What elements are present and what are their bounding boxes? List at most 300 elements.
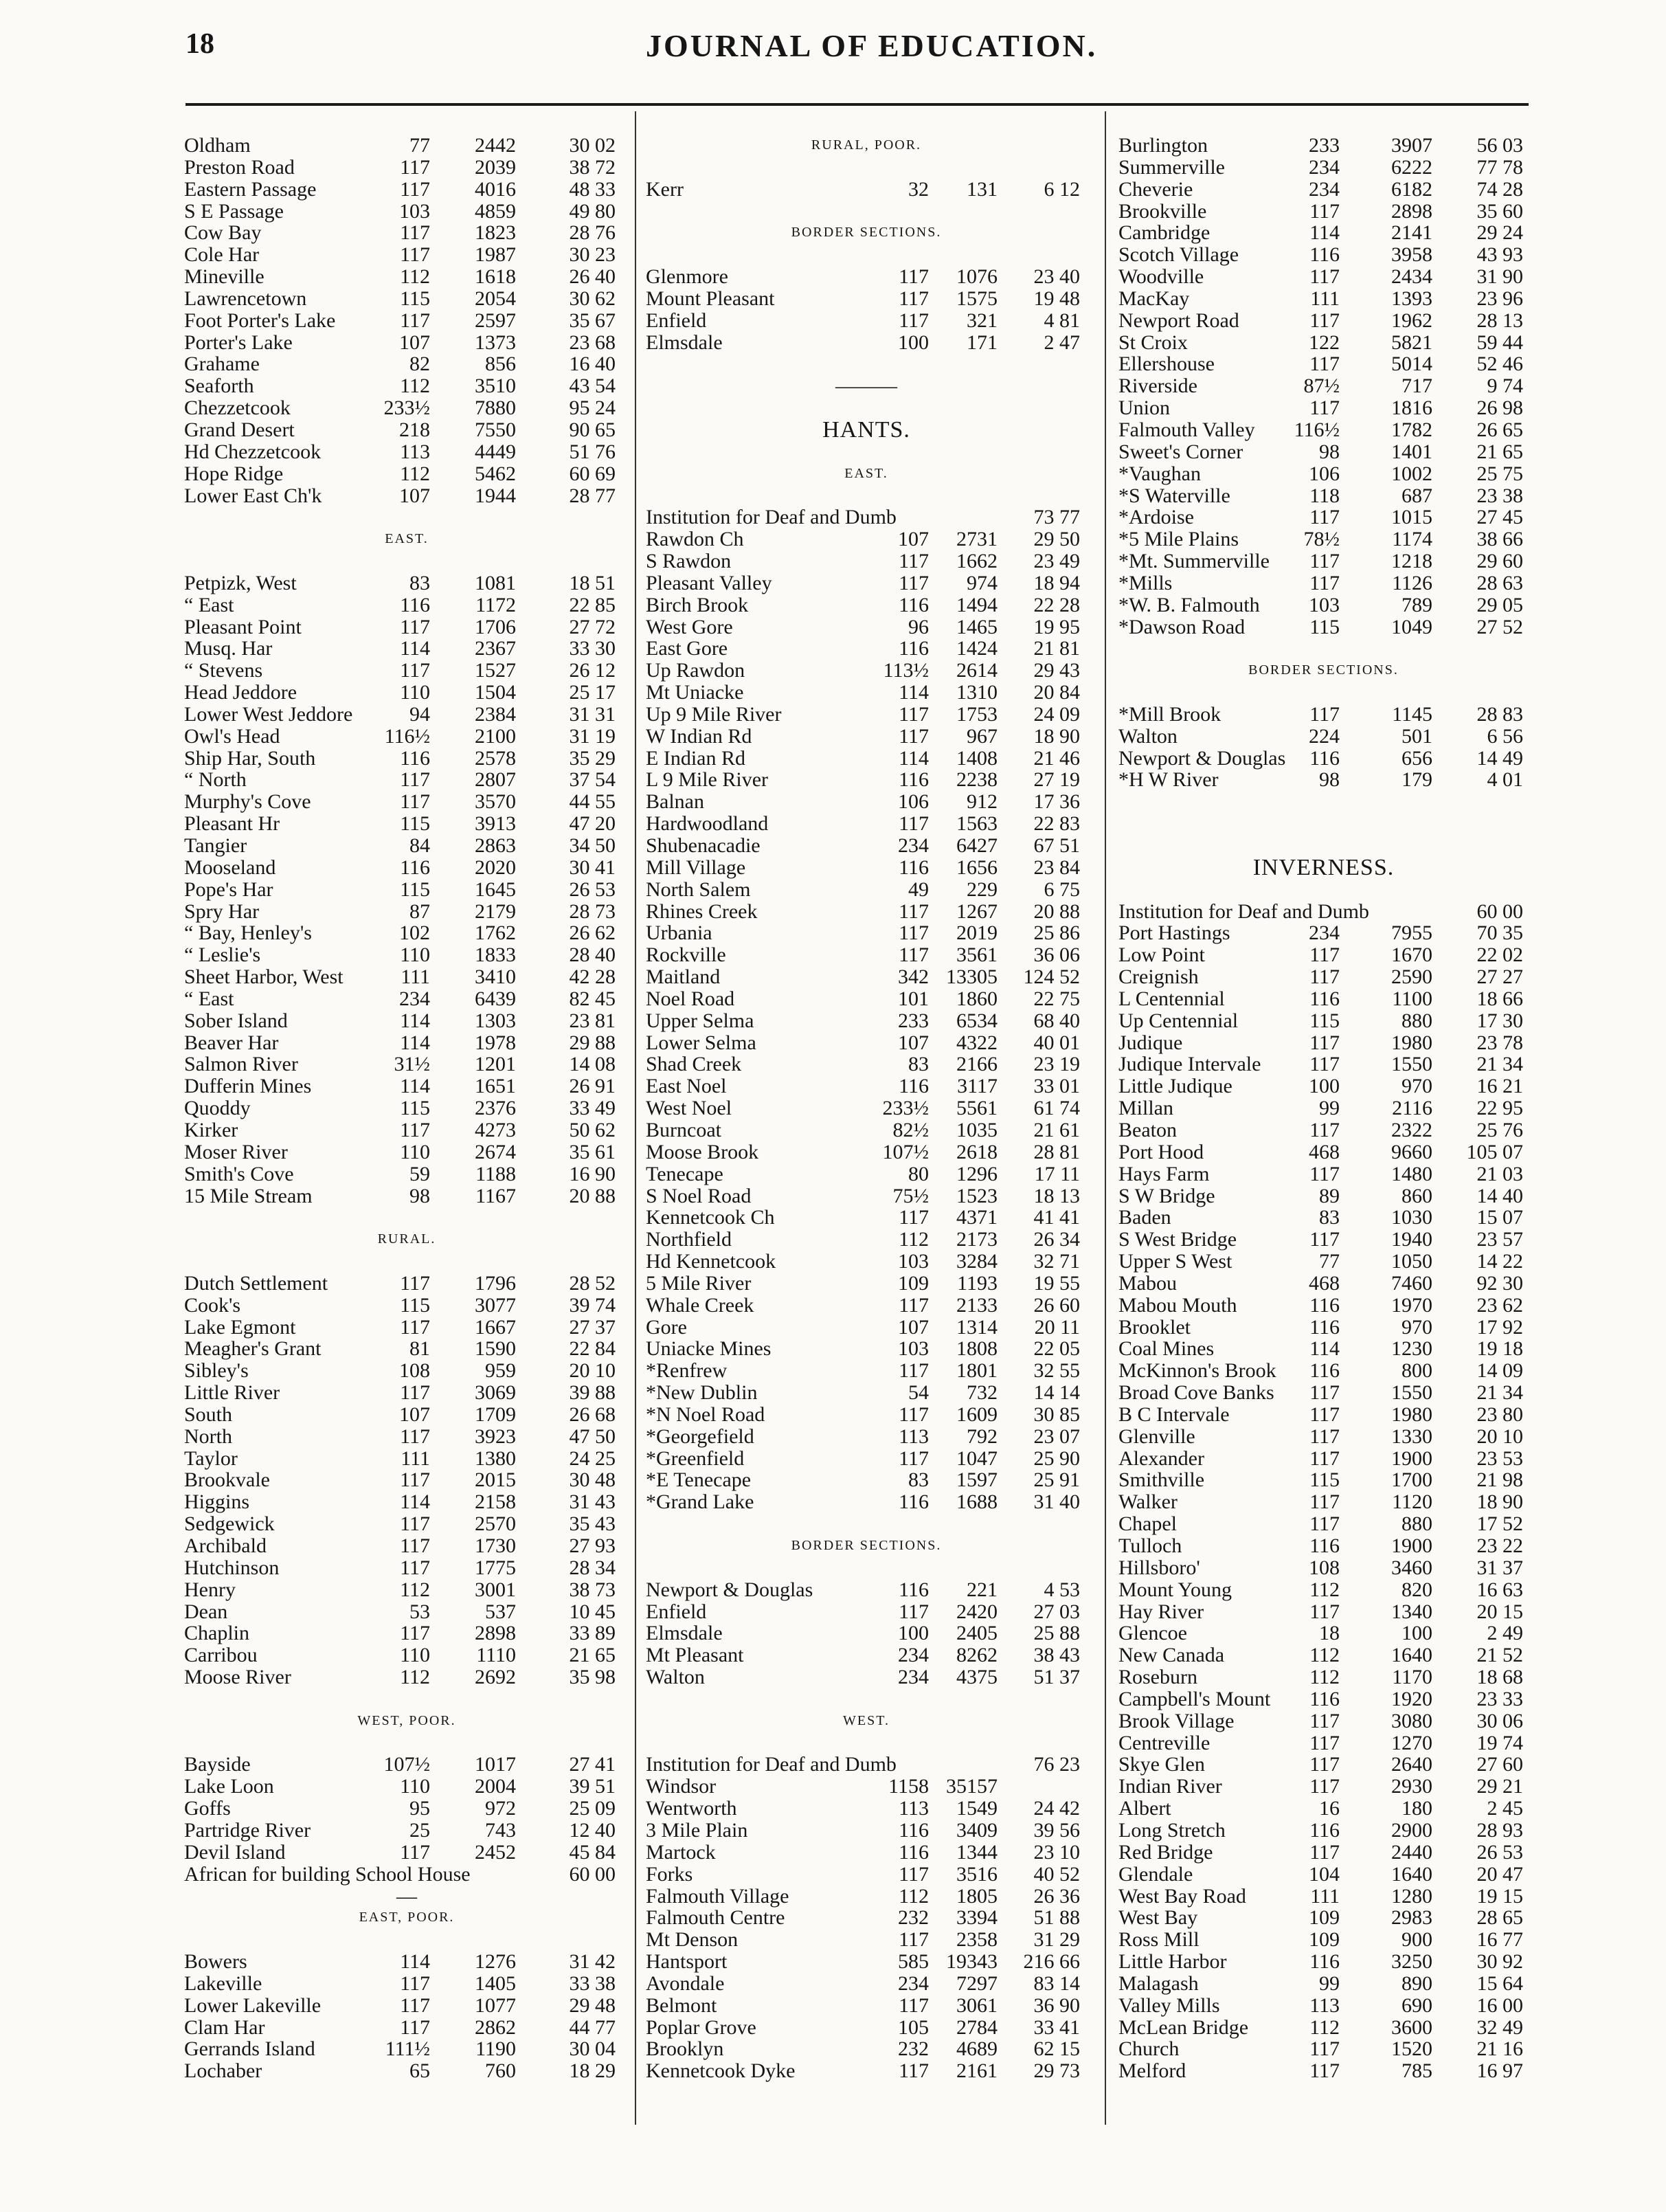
amount-cell: 41 41: [1033, 1206, 1080, 1229]
attendance-cell: 1076: [956, 265, 998, 289]
pupils-cell: 234: [898, 1666, 929, 1689]
amount-cell: 31 37: [1476, 1556, 1523, 1579]
school-section-name: Cole Har: [184, 243, 260, 267]
pupils-cell: 116: [1309, 746, 1340, 770]
pupils-cell: 114: [400, 637, 430, 660]
pupils-cell: 116: [1309, 1687, 1340, 1710]
table-row: [184, 1820, 629, 1842]
attendance-cell: 860: [1402, 1184, 1432, 1207]
amount-cell: 23 80: [1476, 1403, 1523, 1426]
attendance-cell: 1270: [1391, 1731, 1432, 1754]
table-column-1: [184, 135, 629, 2082]
attendance-cell: 3923: [475, 1425, 516, 1448]
table-row: [184, 1426, 629, 1448]
amount-cell: 39 51: [569, 1775, 616, 1798]
school-section-name: Little River: [184, 1381, 280, 1405]
section-heading: BORDER SECTIONS.: [791, 225, 942, 241]
school-section-name: Falmouth Village: [646, 1884, 789, 1908]
table-row: [1118, 1951, 1529, 1973]
amount-cell: 23 19: [1033, 1053, 1080, 1076]
school-section-name: Mount Pleasant: [646, 287, 775, 310]
amount-cell: 17 52: [1476, 1512, 1523, 1536]
school-section-name: Rockville: [646, 943, 726, 967]
school-section-name: Rawdon Ch: [646, 528, 744, 551]
school-section-name: Bayside: [184, 1753, 251, 1776]
table-row: [1118, 901, 1529, 923]
attendance-cell: 35157: [946, 1775, 998, 1798]
table-row: [184, 1032, 629, 1054]
table-row: [1118, 988, 1529, 1010]
pupils-cell: 109: [898, 1271, 929, 1295]
school-section-name: Little Judique: [1118, 1075, 1232, 1098]
school-section-name: Cheverie: [1118, 177, 1193, 201]
attendance-cell: 970: [1402, 1315, 1432, 1339]
table-row: [1118, 1644, 1529, 1666]
school-section-name: Uniacke Mines: [646, 1337, 772, 1361]
table-row: [184, 244, 629, 266]
school-section-name: Chapel: [1118, 1512, 1177, 1536]
table-row: [646, 1448, 1087, 1470]
table-row: [1118, 332, 1529, 354]
amount-cell: 30 85: [1033, 1403, 1080, 1426]
amount-cell: 44 55: [569, 790, 616, 814]
school-section-name: MacKay: [1118, 287, 1190, 310]
table-row: [184, 922, 629, 944]
amount-cell: 23 22: [1476, 1534, 1523, 1557]
attendance-cell: 3061: [956, 1993, 998, 2017]
spacer: [1118, 879, 1529, 901]
attendance-cell: 970: [1402, 1075, 1432, 1098]
section-heading: EAST, POOR.: [359, 1910, 455, 1925]
pupils-cell: 117: [1309, 1600, 1340, 1623]
amount-cell: 27 27: [1476, 965, 1523, 989]
table-row: [646, 266, 1087, 288]
amount-cell: 31 42: [569, 1950, 616, 1974]
school-section-name: Brookvale: [184, 1468, 270, 1492]
attendance-cell: 1597: [956, 1468, 998, 1492]
school-section-name: Lower Selma: [646, 1031, 756, 1054]
amount-cell: 31 31: [569, 702, 616, 726]
pupils-cell: 117: [1309, 943, 1340, 967]
school-section-name: Walton: [646, 1666, 705, 1689]
attendance-cell: 1987: [475, 243, 516, 267]
amount-cell: 17 11: [1034, 1162, 1080, 1185]
amount-cell: 47 20: [569, 812, 616, 836]
table-row: [1118, 1710, 1529, 1732]
table-row: [1118, 419, 1529, 441]
amount-cell: 216 66: [1023, 1950, 1080, 1974]
school-section-name: Kennetcook Dyke: [646, 2059, 796, 2083]
amount-cell: 95 24: [569, 396, 616, 420]
amount-cell: 35 67: [569, 309, 616, 332]
attendance-cell: 100: [1402, 1622, 1432, 1645]
table-row: [184, 397, 629, 419]
attendance-cell: 1494: [956, 593, 998, 616]
school-section-name: Church: [1118, 2037, 1180, 2061]
school-section-name: *W. B. Falmouth: [1118, 593, 1260, 616]
table-row: [1118, 1119, 1529, 1141]
amount-cell: 6 12: [1044, 177, 1080, 201]
amount-cell: 24 25: [569, 1446, 616, 1470]
attendance-cell: 2376: [475, 1097, 516, 1120]
pupils-cell: 115: [400, 287, 430, 310]
table-row: [646, 1644, 1087, 1666]
pupils-cell: 218: [399, 418, 430, 441]
table-row: [1118, 1995, 1529, 2017]
school-section-name: Henry: [184, 1578, 236, 1601]
table-row: [646, 813, 1087, 835]
pupils-cell: 116½: [1294, 418, 1340, 441]
table-row: [646, 1119, 1087, 1141]
school-section-name: Ship Har, South: [184, 746, 316, 770]
amount-cell: 49 80: [569, 199, 616, 223]
pupils-cell: 82½: [892, 1118, 929, 1141]
pupils-cell: 117: [1309, 965, 1340, 989]
attendance-cell: 1393: [1391, 287, 1432, 310]
table-row: [184, 857, 629, 879]
attendance-cell: 6534: [956, 1009, 998, 1032]
school-section-name: Forks: [646, 1862, 693, 1886]
pupils-cell: 89: [1319, 1184, 1340, 1207]
table-row: [184, 1644, 629, 1666]
attendance-cell: 732: [967, 1381, 998, 1405]
attendance-cell: 3410: [475, 965, 516, 989]
table-row: [184, 441, 629, 463]
attendance-cell: 1706: [475, 615, 516, 638]
attendance-cell: 19343: [946, 1950, 998, 1974]
table-row: [1118, 1513, 1529, 1535]
header-rule: [185, 103, 1529, 106]
attendance-cell: 537: [485, 1600, 516, 1623]
attendance-cell: 1640: [1391, 1862, 1432, 1886]
attendance-cell: 2039: [475, 155, 516, 179]
pupils-cell: 106: [1309, 462, 1340, 485]
pupils-cell: 110: [400, 681, 430, 704]
amount-cell: 74 28: [1476, 177, 1523, 201]
school-section-name: *Georgefield: [646, 1425, 754, 1448]
pupils-cell: 104: [1309, 1862, 1340, 1886]
separator-rule: ———: [835, 375, 897, 398]
table-row: [646, 988, 1087, 1010]
school-section-name: *E Tenecape: [646, 1468, 752, 1492]
school-section-name: Dean: [184, 1600, 228, 1623]
amount-cell: 35 98: [569, 1666, 616, 1689]
amount-cell: 17 36: [1033, 790, 1080, 814]
school-section-name: Institution for Deaf and Dumb: [646, 506, 897, 529]
table-row: [1118, 463, 1529, 485]
attendance-cell: 1267: [956, 900, 998, 923]
amount-cell: 23 40: [1033, 265, 1080, 289]
amount-cell: 29 50: [1033, 528, 1080, 551]
amount-cell: 16 00: [1476, 1993, 1523, 2017]
amount-cell: 28 81: [1033, 1140, 1080, 1163]
attendance-cell: 1900: [1391, 1534, 1432, 1557]
pupils-cell: 585: [898, 1950, 929, 1974]
table-row: [184, 1776, 629, 1798]
table-row: [646, 1798, 1087, 1820]
pupils-cell: 117: [1309, 1490, 1340, 1514]
amount-cell: 22 05: [1033, 1337, 1080, 1361]
school-section-name: Long Stretch: [1118, 1818, 1226, 1842]
pupils-cell: 117: [1309, 1162, 1340, 1185]
amount-cell: 17 30: [1476, 1009, 1523, 1032]
amount-cell: 32 71: [1033, 1250, 1080, 1273]
school-section-name: Ross Mill: [1118, 1928, 1200, 1952]
table-row: [1118, 1273, 1529, 1295]
attendance-cell: 1017: [475, 1753, 516, 1776]
spacer: [184, 1929, 629, 1951]
pupils-cell: 234: [898, 1644, 929, 1667]
attendance-cell: 1035: [956, 1118, 998, 1141]
amount-cell: 30 92: [1476, 1950, 1523, 1974]
amount-cell: 29 88: [569, 1031, 616, 1054]
school-section-name: Upper Selma: [646, 1009, 754, 1032]
school-section-name: Kennetcook Ch: [646, 1206, 775, 1229]
table-row: [1118, 1557, 1529, 1579]
pupils-cell: 116: [1309, 987, 1340, 1010]
pupils-cell: 117: [400, 177, 430, 201]
table-column-2: [646, 135, 1087, 2082]
school-section-name: Sedgewick: [184, 1512, 275, 1536]
school-section-name: Smithville: [1118, 1468, 1205, 1492]
table-row: [184, 616, 629, 638]
amount-cell: 25 17: [569, 681, 616, 704]
pupils-cell: 114: [400, 1009, 430, 1032]
amount-cell: 27 52: [1476, 615, 1523, 638]
attendance-cell: 880: [1402, 1009, 1432, 1032]
table-row: [1118, 179, 1529, 201]
amount-cell: 60 69: [569, 462, 616, 485]
table-row: [646, 2017, 1087, 2039]
amount-cell: 21 34: [1476, 1381, 1523, 1405]
amount-cell: 38 72: [569, 155, 616, 179]
amount-cell: 77 78: [1476, 155, 1523, 179]
attendance-cell: 1310: [956, 681, 998, 704]
amount-cell: 70 35: [1476, 921, 1523, 945]
table-row: [184, 1338, 629, 1360]
pupils-cell: 117: [899, 943, 929, 967]
pupils-cell: 54: [908, 1381, 929, 1405]
school-section-name: Shad Creek: [646, 1053, 742, 1076]
school-section-name: Moose Brook: [646, 1140, 759, 1163]
table-row: [184, 463, 629, 485]
table-row: [646, 1404, 1087, 1426]
pupils-cell: 115: [1309, 615, 1340, 638]
table-row: [1118, 1382, 1529, 1404]
pupils-cell: 111: [1310, 1884, 1340, 1908]
table-row: [646, 857, 1087, 879]
amount-cell: 16 77: [1476, 1928, 1523, 1952]
school-section-name: West Bay: [1118, 1906, 1198, 1930]
table-row: [646, 1317, 1087, 1339]
table-row: [184, 944, 629, 966]
attendance-cell: 1081: [475, 571, 516, 594]
table-row: [184, 353, 629, 375]
table-row: [184, 1185, 629, 1207]
pupils-cell: 75½: [892, 1184, 929, 1207]
amount-cell: 22 02: [1476, 943, 1523, 967]
attendance-cell: 1126: [1392, 571, 1432, 594]
table-row: [184, 638, 629, 660]
pupils-cell: 112: [1309, 1578, 1340, 1601]
school-section-name: New Canada: [1118, 1644, 1225, 1667]
amount-cell: 2 49: [1487, 1622, 1523, 1645]
attendance-cell: 2166: [956, 1053, 998, 1076]
pupils-cell: 116: [1309, 1818, 1340, 1842]
pupils-cell: 112: [400, 462, 430, 485]
table-row: [1118, 1163, 1529, 1185]
pupils-cell: 117: [1309, 1512, 1340, 1536]
table-row: [646, 1382, 1087, 1404]
attendance-cell: 2597: [475, 309, 516, 332]
amount-cell: 25 76: [1476, 1118, 1523, 1141]
amount-cell: 28 34: [569, 1556, 616, 1579]
attendance-cell: 1373: [475, 331, 516, 354]
school-section-name: Valley Mills: [1118, 1993, 1220, 2017]
amount-cell: 18 68: [1476, 1666, 1523, 1689]
attendance-cell: 1662: [956, 550, 998, 573]
table-row: [646, 769, 1087, 791]
attendance-cell: 1276: [475, 1950, 516, 1974]
table-row: [1118, 616, 1529, 638]
pupils-cell: 342: [898, 965, 929, 989]
amount-cell: 15 07: [1476, 1206, 1523, 1229]
attendance-cell: 1823: [475, 221, 516, 245]
school-section-name: Rhines Creek: [646, 900, 758, 923]
amount-cell: 26 62: [569, 921, 616, 945]
school-section-name: Mill Village: [646, 856, 746, 879]
table-row: [646, 1097, 1087, 1119]
amount-cell: 26 91: [569, 1075, 616, 1098]
pupils-cell: 117: [1309, 1840, 1340, 1864]
table-row: [646, 1666, 1087, 1688]
table-row: [646, 638, 1087, 660]
table-row: [1118, 769, 1529, 791]
amount-cell: 35 60: [1476, 199, 1523, 223]
school-section-name: East Gore: [646, 637, 728, 660]
school-section-name: “ North: [184, 768, 247, 792]
school-section-name: Brooklyn: [646, 2037, 724, 2061]
pupils-cell: 117: [400, 1971, 430, 1995]
table-row: [646, 2060, 1087, 2082]
attendance-cell: 1520: [1391, 2037, 1432, 2061]
table-row: [184, 1666, 629, 1688]
pupils-cell: 83: [1319, 1206, 1340, 1229]
table-row: [1118, 1820, 1529, 1842]
table-row: [1118, 135, 1529, 157]
school-section-name: Petpizk, West: [184, 571, 297, 594]
pupils-cell: 116: [1309, 243, 1340, 267]
attendance-cell: 2862: [475, 2015, 516, 2039]
amount-cell: 28 40: [569, 943, 616, 967]
school-section-name: *Mills: [1118, 571, 1173, 594]
pupils-cell: 83: [908, 1468, 929, 1492]
attendance-cell: 5014: [1391, 353, 1432, 376]
school-section-name: Up Centennial: [1118, 1009, 1239, 1032]
school-section-name: Newport Road: [1118, 309, 1239, 332]
amount-cell: 14 49: [1476, 746, 1523, 770]
amount-cell: 23 07: [1033, 1425, 1080, 1448]
table-row: [646, 1229, 1087, 1251]
attendance-cell: 1193: [957, 1271, 998, 1295]
amount-cell: 17 92: [1476, 1315, 1523, 1339]
table-row: [1118, 397, 1529, 419]
amount-cell: 31 29: [1033, 1928, 1080, 1952]
pupils-cell: 81: [409, 1337, 430, 1361]
school-section-name: Millan: [1118, 1097, 1173, 1120]
pupils-cell: 117: [1309, 309, 1340, 332]
amount-cell: 21 16: [1476, 2037, 1523, 2061]
school-section-name: Grand Desert: [184, 418, 295, 441]
table-row: [1118, 288, 1529, 310]
attendance-cell: 2570: [475, 1512, 516, 1536]
attendance-cell: 5561: [956, 1097, 998, 1120]
pupils-cell: 117: [899, 1600, 929, 1623]
table-row: [184, 485, 629, 507]
amount-cell: 61 74: [1033, 1097, 1080, 1120]
attendance-cell: 1730: [475, 1534, 516, 1557]
pupils-cell: 117: [400, 1622, 430, 1645]
school-section-name: Campbell's Mount: [1118, 1687, 1271, 1710]
school-section-name: Dutch Settlement: [184, 1271, 328, 1295]
amount-cell: 21 52: [1476, 1644, 1523, 1667]
pupils-cell: 116: [899, 1818, 929, 1842]
table-row: [646, 1995, 1087, 2017]
table-row: [184, 748, 629, 770]
school-section-name: Brookville: [1118, 199, 1207, 223]
pupils-cell: 234: [1309, 155, 1340, 179]
table-row: [184, 2017, 629, 2039]
table-column-3: [1118, 135, 1529, 2082]
table-row: [1118, 1798, 1529, 1820]
amount-cell: 26 53: [569, 878, 616, 901]
attendance-cell: 501: [1402, 724, 1432, 748]
school-section-name: Higgins: [184, 1490, 250, 1514]
amount-cell: 29 24: [1476, 221, 1523, 245]
attendance-cell: 1667: [475, 1315, 516, 1339]
attendance-cell: 1050: [1391, 1250, 1432, 1273]
attendance-cell: 1330: [1391, 1425, 1432, 1448]
pupils-cell: 118: [1309, 484, 1340, 507]
attendance-cell: 2440: [1391, 1840, 1432, 1864]
table-row: [646, 1951, 1087, 1973]
table-row: [184, 682, 629, 704]
amount-cell: 21 61: [1033, 1118, 1080, 1141]
amount-cell: 23 53: [1476, 1446, 1523, 1470]
table-row: [1118, 1010, 1529, 1032]
amount-cell: 28 76: [569, 221, 616, 245]
school-section-name: Hay River: [1118, 1600, 1204, 1623]
table-row: [1118, 1448, 1529, 1470]
amount-cell: 20 84: [1033, 681, 1080, 704]
table-row: [646, 1820, 1087, 1842]
attendance-cell: 7297: [956, 1971, 998, 1995]
attendance-cell: 1978: [475, 1031, 516, 1054]
school-section-name: Burncoat: [646, 1118, 721, 1141]
attendance-cell: 785: [1402, 2059, 1432, 2083]
amount-cell: 33 49: [569, 1097, 616, 1120]
attendance-cell: 2452: [475, 1840, 516, 1864]
pupils-cell: 114: [400, 1075, 430, 1098]
table-row: [1118, 2038, 1529, 2060]
amount-cell: 45 84: [569, 1840, 616, 1864]
pupils-cell: 107½: [882, 1140, 929, 1163]
table-row: [1118, 1776, 1529, 1798]
table-row: [1118, 1491, 1529, 1513]
table-row: [1118, 1053, 1529, 1075]
table-row: [1118, 1622, 1529, 1644]
amount-cell: 23 78: [1476, 1031, 1523, 1054]
